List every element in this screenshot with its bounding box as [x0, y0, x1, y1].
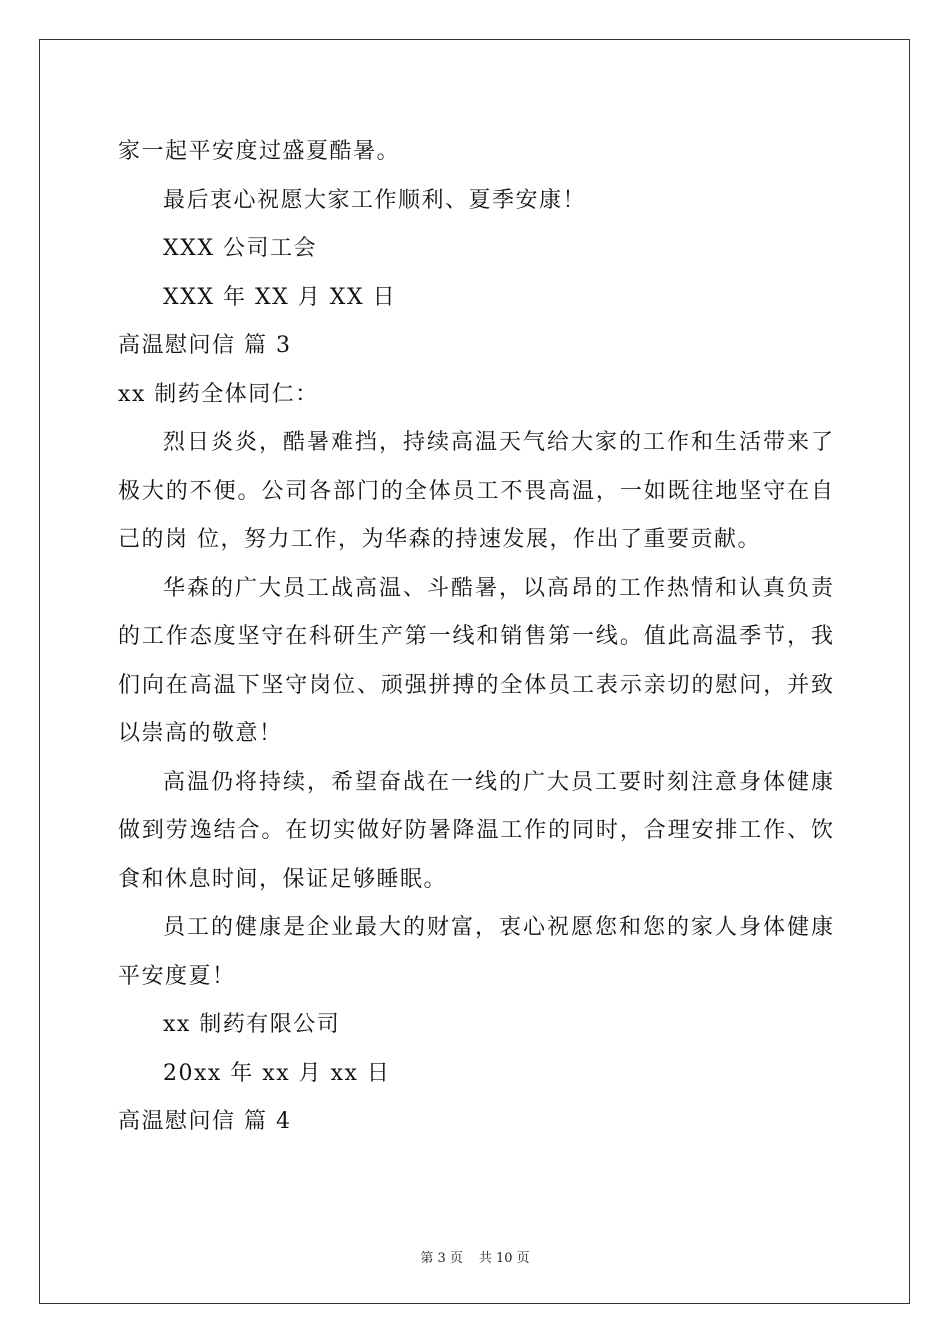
section-heading-4: 高温慰问信 篇 4 — [118, 1109, 292, 1134]
paragraph-line: 烈日炎炎，酷暑难挡，持续高温天气给大家的工作和生活带来了 — [163, 430, 833, 455]
signature-date-2: 20xx 年 xx 月 xx 日 — [163, 1060, 391, 1086]
section-heading-3: 高温慰问信 篇 3 — [118, 333, 292, 358]
paragraph-line: 平安度夏！ — [118, 963, 236, 989]
paragraph-line: 以崇高的敬意！ — [118, 721, 283, 746]
paragraph-line: 华森的广大员工战高温、斗酷暑，以高昂的工作热情和认真负责 — [163, 575, 833, 601]
signature-date-1: XXX 年 XX 月 XX 日 — [163, 284, 397, 310]
paragraph-line: 的工作态度坚守在科研生产第一线和销售第一线。值此高温季节，我 — [118, 624, 833, 649]
paragraph-line: 员工的健康是企业最大的财富，衷心祝愿您和您的家人身体健康 — [163, 915, 833, 940]
paragraph-line: 食和休息时间，保证足够睡眠。 — [118, 866, 448, 892]
paragraph-line: 高温仍将持续，希望奋战在一线的广大员工要时刻注意身体健康 — [163, 769, 833, 795]
text-line-1: 家一起平安度过盛夏酷暑。 — [118, 139, 401, 164]
text-line-2: 最后衷心祝愿大家工作顺利、夏季安康！ — [163, 187, 587, 213]
paragraph-line: 做到劳逸结合。在切实做好防暑降温工作的同时，合理安排工作、饮 — [118, 818, 833, 843]
paragraph-line: 极大的不便。公司各部门的全体员工不畏高温，一如既往地坚守在自 — [118, 478, 833, 504]
document-body — [118, 128, 833, 1147]
paragraph-line: 们向在高温下坚守岗位、顽强拼搏的全体员工表示亲切的慰问，并致 — [118, 672, 833, 698]
signature-org-2: xx 制药有限公司 — [163, 1012, 341, 1037]
paragraph-line: 己的岗 位，努力工作，为华森的持速发展，作出了重要贡献。 — [118, 527, 761, 552]
page-number: 第 3 页 — [420, 1251, 463, 1266]
page-total: 共 10 页 — [478, 1251, 530, 1266]
salutation: xx 制药全体同仁： — [118, 381, 319, 407]
page-footer — [0, 1247, 950, 1266]
signature-org-1: XXX 公司工会 — [163, 236, 317, 261]
